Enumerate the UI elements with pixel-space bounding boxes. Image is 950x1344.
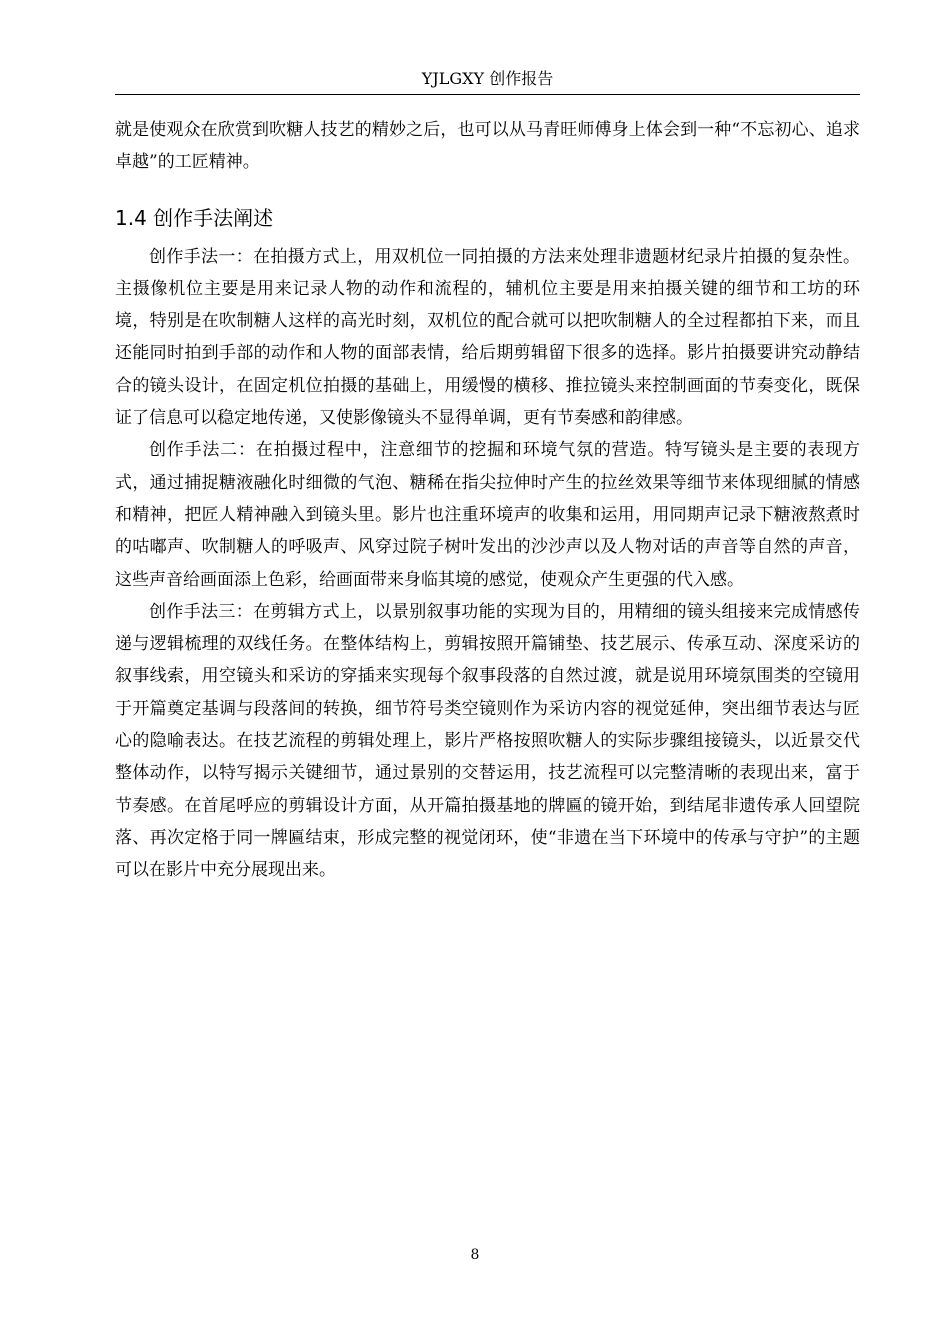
section-heading: 1.4 创作手法阐述 bbox=[115, 205, 274, 230]
page-number: 8 bbox=[470, 1247, 480, 1263]
header-divider bbox=[115, 94, 860, 95]
continued-paragraph: 就是使观众在欣赏到吹糖人技艺的精妙之后，也可以从马青旺师傅身上体会到一种“不忘初心、追求卓越”的工匠精神。 bbox=[115, 120, 860, 173]
running-header: YJLGXY 创作报告 bbox=[421, 69, 554, 88]
paragraph-technique-1: 创作手法一：在拍摄方式上，用双机位一同拍摄的方法来处理非遗题材纪录片拍摄的复杂性。主摄像机位主要是用来记录人物的动作和流程的，辅机位主要是用来拍摄关键的细节和工坊的环境，特别是在吹制糖人这样的高光时刻，双机位的配合就可以把吹制糖人的全过程都拍下来，而且还能同时拍到手部的动作和人物的面部表情，给后期剪辑留下很多的选择。影片拍摄要讲究动静结合的镜头设计，在固定机位拍摄的基础上，用缓慢的横移、推拉镜头来控制画面的节奏变化，既保证了信息可以稳定地传递，又使影像镜头不显得单调，更有节奏感和韵律感。 bbox=[115, 246, 860, 429]
paragraph-technique-2: 创作手法二：在拍摄过程中，注意细节的挖掘和环境气氛的营造。特写镜头是主要的表现方式，通过捕捉糖液融化时细微的气泡、糖稀在指尖拉伸时产生的拉丝效果等细节来体现细腻的情感和精神，把匠人精神融入到镜头里。影片也注重环境声的收集和运用，用同期声记录下糖液熬煮时的咕嘟声、吹制糖人的呼吸声、风穿过院子树叶发出的沙沙声以及人物对话的声音等自然的声音，这些声音给画面添上色彩，给画面带来身临其境的感觉，使观众产生更强的代入感。 bbox=[115, 440, 860, 590]
document-body bbox=[115, 114, 860, 887]
paragraph-technique-3: 创作手法三：在剪辑方式上，以景别叙事功能的实现为目的，用精细的镜头组接来完成情感传递与逻辑梳理的双线任务。在整体结构上，剪辑按照开篇铺垫、技艺展示、传承互动、深度采访的叙事线索，用空镜头和采访的穿插来实现每个叙事段落的自然过渡，就是说用环境氛围类的空镜用于开篇奠定基调与段落间的转换，细节符号类空镜则作为采访内容的视觉延伸，突出细节表达与匠心的隐喻表达。在技艺流程的剪辑处理上，影片严格按照吹糖人的实际步骤组接镜头，以近景交代整体动作，以特写揭示关键细节，通过景别的交替运用，技艺流程可以完整清晰的表现出来，富于节奏感。在首尾呼应的剪辑设计方面，从开篇拍摄基地的牌匾的镜开始，到结尾非遗传承人回望院落、再次定格于同一牌匾结束，形成完整的视觉闭环，使“非遗在当下环境中的传承与守护”的主题可以在影片中充分展现出来。 bbox=[115, 601, 860, 881]
